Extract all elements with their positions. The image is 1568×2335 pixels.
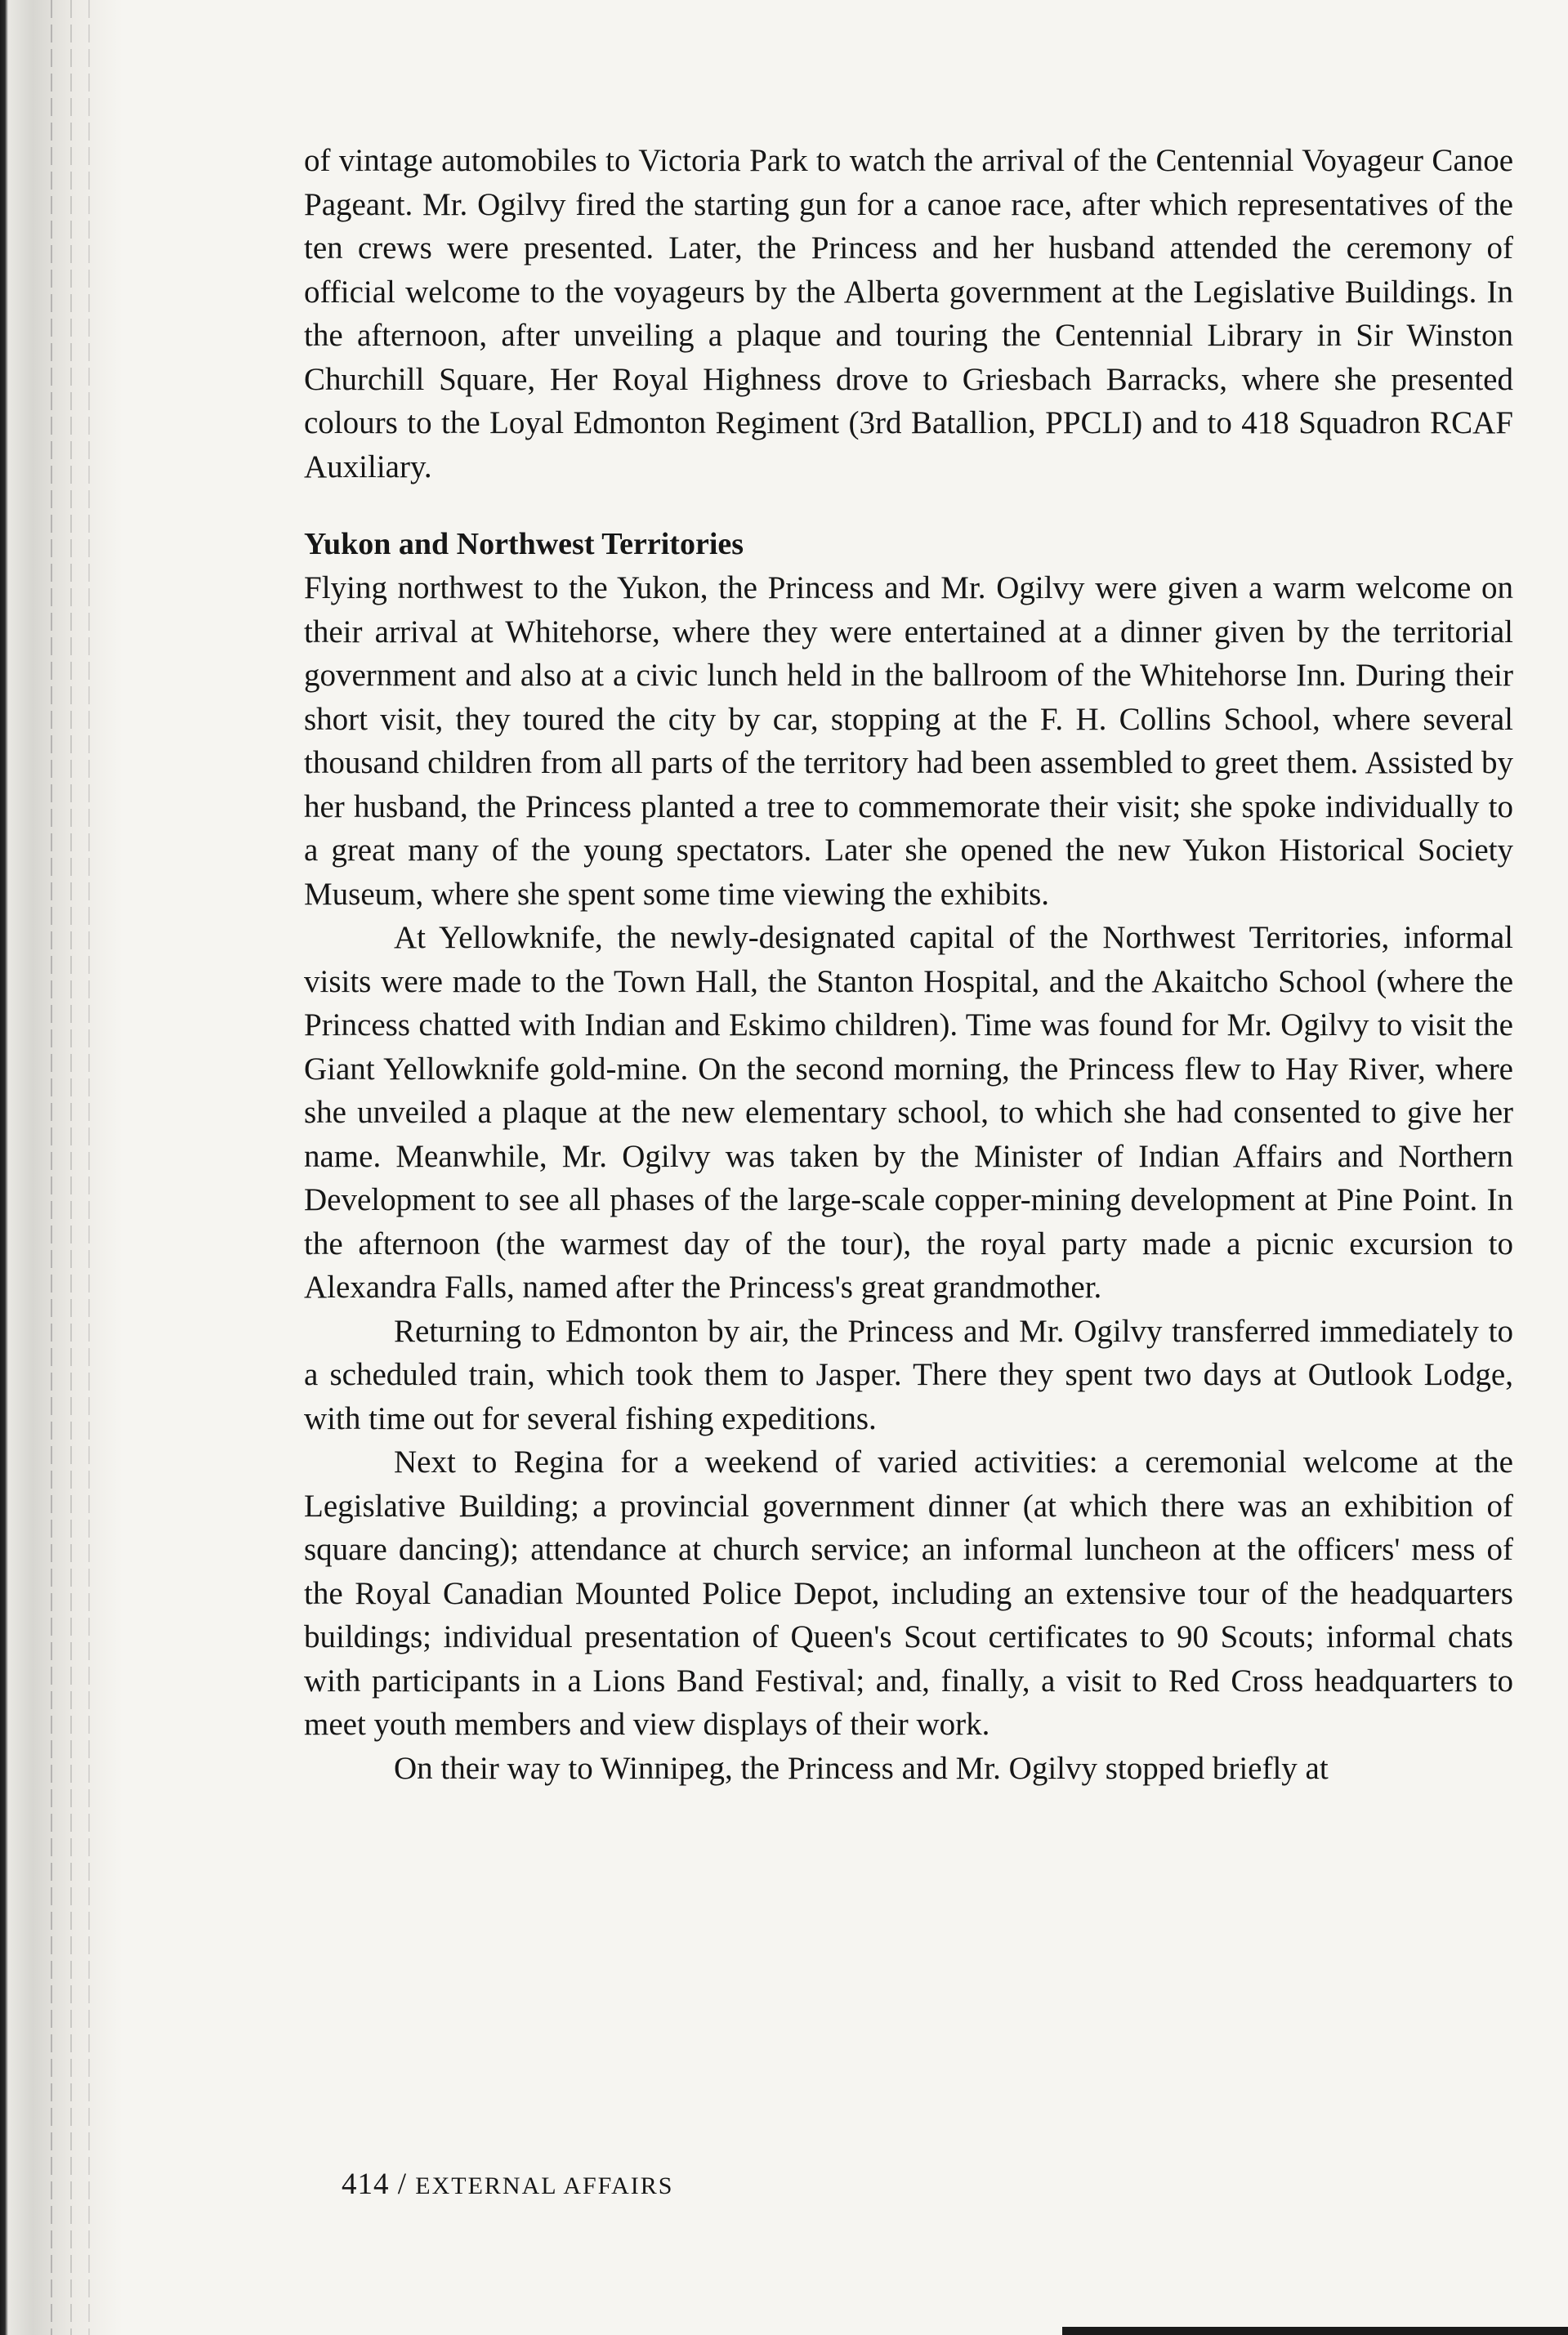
section-heading: Yukon and Northwest Territories [304,527,744,561]
paragraph-yukon: Flying northwest to the Yukon, the Princess and Mr. Ogilvy were given a warm welcome on their arrival at Whitehorse, where they were entertained at a dinner given by the territorial government and also at a civic lunch held in the ballroom of the Whitehorse Inn. During their short visit, they toured the city by car, stopping at the F. H. Collins School, where several thousand children from all parts of the territory had been assembled to greet them. Assisted by her husband, the Princess planted a tree to commemorate their visit; she spoke individually to a great many of the young spectators. Later she opened the new Yukon Historical Society Museum, where she spent some time viewing the exhibits. [304,570,1513,912]
page-number: 414 [342,2168,390,2201]
paragraph-regina: Next to Regina for a weekend of varied activities: a ceremonial welcome at the Legislative Building; a provincial government dinner (at which there was an exhibition of square dancing); attendance at church service; an informal luncheon at the officers' mess of the Royal Canadian Mounted Police Depot, including an extensive tour of the headquarters buildings; individual presentation of Queen's Scout certificates to 90 Scouts; informal chats with participants in a Lions Band Festival; and, finally, a visit to Red Cross headquarters to meet youth members and view displays of their work. [304,1444,1513,1742]
binding-shadow-line [51,0,52,2335]
page-footer [342,2167,673,2202]
paragraph-yellowknife: At Yellowknife, the newly-designated capital of the Northwest Territories, informal visits were made to the Town Hall, the Stanton Hospital, and the Akaitcho School (where the Princess chatted with Indian and Eskimo children). Time was found for Mr. Ogilvy to visit the Giant Yellowknife gold-mine. On the second morning, the Princess flew to Hay River, where she unveiled a plaque at the new elementary school, to which she had consented to give her name. Meanwhile, Mr. Ogilvy was taken by the Minister of Indian Affairs and Northern Development to see all phases of the large-scale copper-mining development at Pine Point. In the afternoon (the warmest day of the tour), the royal party made a picnic excursion to Alexandra Falls, named after the Princess's great grandmother. [304,920,1513,1305]
book-binding-edge [0,0,123,2335]
publication-title: EXTERNAL AFFAIRS [415,2172,674,2199]
paragraph-edmonton-jasper: Returning to Edmonton by air, the Princess and Mr. Ogilvy transferred immediately to a scheduled train, which took them to Jasper. There they spent two days at Outlook Lodge, with time out for several fishing expeditions. [304,1313,1513,1436]
page-bottom-edge [1062,2327,1568,2335]
page-body [304,139,1513,1790]
paragraph-winnipeg: On their way to Winnipeg, the Princess and Mr. Ogilvy stopped briefly at [394,1750,1329,1786]
footer-separator: / [397,2168,408,2201]
paragraph-continued: of vintage automobiles to Victoria Park to watch the arrival of the Centennial Voyageur Canoe Pageant. Mr. Ogilvy fired the starting gun for a canoe race, after which representatives of the ten crews were presented. Later, the Princess and her husband attended the ceremony of official welcome to the voyageurs by the Alberta government at the Legislative Buildings. In the afternoon, after unveiling a plaque and touring the Centennial Library in Sir Winston Churchill Square, Her Royal Highness drove to Griesbach Barracks, where she presented colours to the Loyal Edmonton Regiment (3rd Batallion, PPCLI) and to 418 Squadron RCAF Auxiliary. [304,143,1513,484]
binding-shadow-line [70,0,72,2335]
binding-shadow-line [88,0,90,2335]
